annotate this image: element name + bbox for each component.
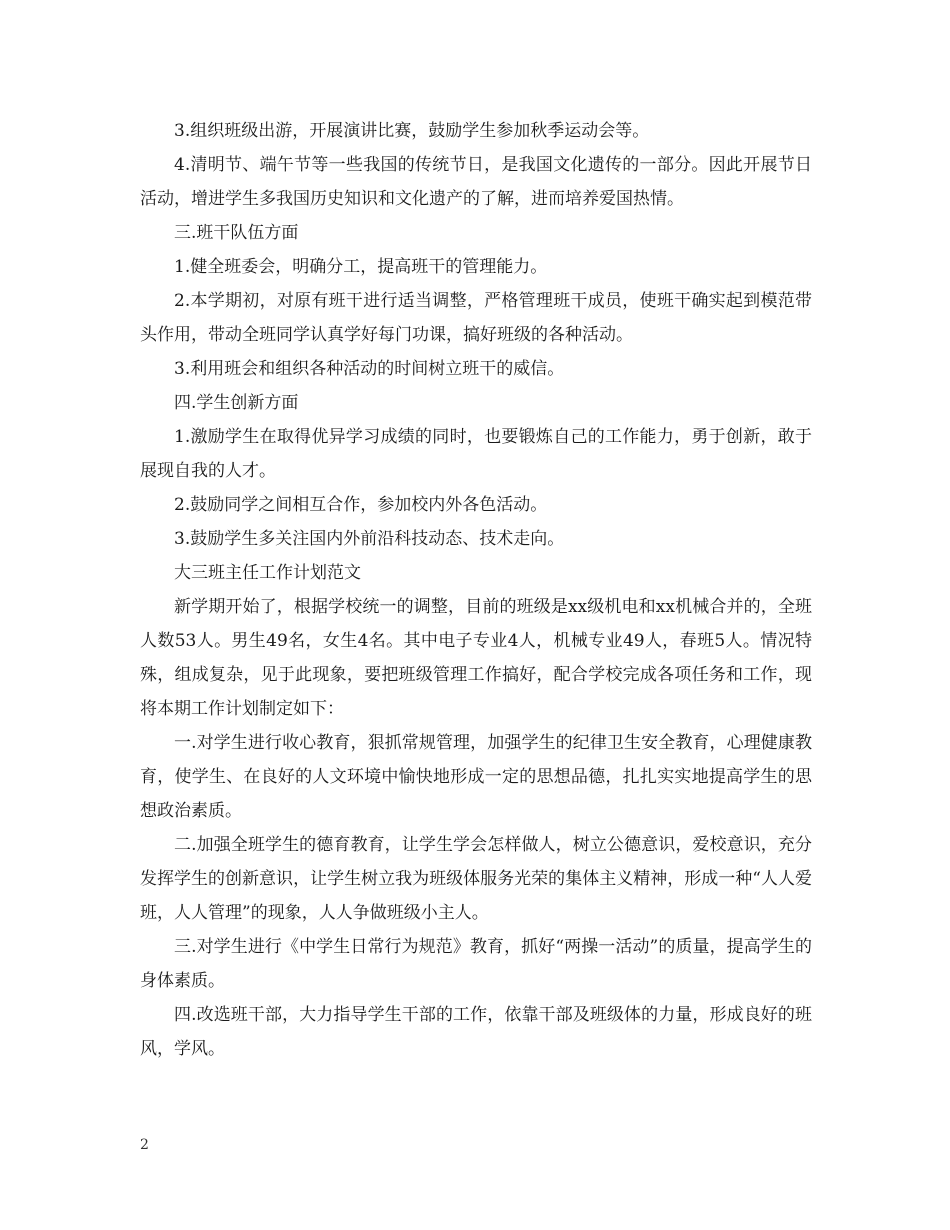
paragraph: 2.本学期初，对原有班干进行适当调整，严格管理班干成员，使班干确实起到模范带头作用，带动全班同学认真学好每门功课，搞好班级的各种活动。 xyxy=(140,291,812,345)
paragraph: 3.利用班会和组织各种活动的时间树立班干的威信。 xyxy=(174,359,565,379)
section-heading: 三.班干队伍方面 xyxy=(174,223,299,243)
paragraph: 1.健全班委会，明确分工，提高班干的管理能力。 xyxy=(174,257,548,277)
paragraph: 1.激励学生在取得优异学习成绩的同时，也要锻炼自己的工作能力，勇于创新，敢于展现自我的人才。 xyxy=(140,427,812,481)
paragraph: 二.加强全班学生的德育教育，让学生学会怎样做人，树立公德意识，爱校意识，充分发挥学生的创新意识，让学生树立我为班级体服务光荣的集体主义精神，形成一种“人人爱班，人人管理”的现象，人人争做班级小主人。 xyxy=(140,835,812,923)
document-title: 大三班主任工作计划范文 xyxy=(174,563,361,583)
paragraph: 一.对学生进行收心教育，狠抓常规管理，加强学生的纪律卫生安全教育，心理健康教育，使学生、在良好的人文环境中愉快地形成一定的思想品德，扎扎实实地提高学生的思想政治素质。 xyxy=(140,733,812,821)
page-number: 2 xyxy=(140,1137,149,1153)
paragraph: 新学期开始了，根据学校统一的调整，目前的班级是xx级机电和xx机械合并的，全班人数53人。男生49名，女生4名。其中电子专业4人，机械专业49人，春班5人。情况特殊，组成复杂，见于此现象，要把班级管理工作搞好，配合学校完成各项任务和工作，现将本期工作计划制定如下： xyxy=(140,597,812,719)
document-body xyxy=(140,114,812,1066)
paragraph: 3.组织班级出游，开展演讲比赛，鼓励学生参加秋季运动会等。 xyxy=(174,121,650,141)
paragraph: 3.鼓励学生多关注国内外前沿科技动态、技术走向。 xyxy=(174,529,565,549)
paragraph: 四.改选班干部，大力指导学生干部的工作，依靠干部及班级体的力量，形成良好的班风，学风。 xyxy=(140,1005,812,1059)
section-heading: 四.学生创新方面 xyxy=(174,393,299,413)
paragraph: 4.清明节、端午节等一些我国的传统节日，是我国文化遗传的一部分。因此开展节日活动，增进学生多我国历史知识和文化遗产的了解，进而培养爱国热情。 xyxy=(140,155,812,209)
paragraph: 三.对学生进行《中学生日常行为规范》教育，抓好“两操一活动”的质量，提高学生的身体素质。 xyxy=(140,937,812,991)
paragraph: 2.鼓励同学之间相互合作，参加校内外各色活动。 xyxy=(174,495,548,515)
